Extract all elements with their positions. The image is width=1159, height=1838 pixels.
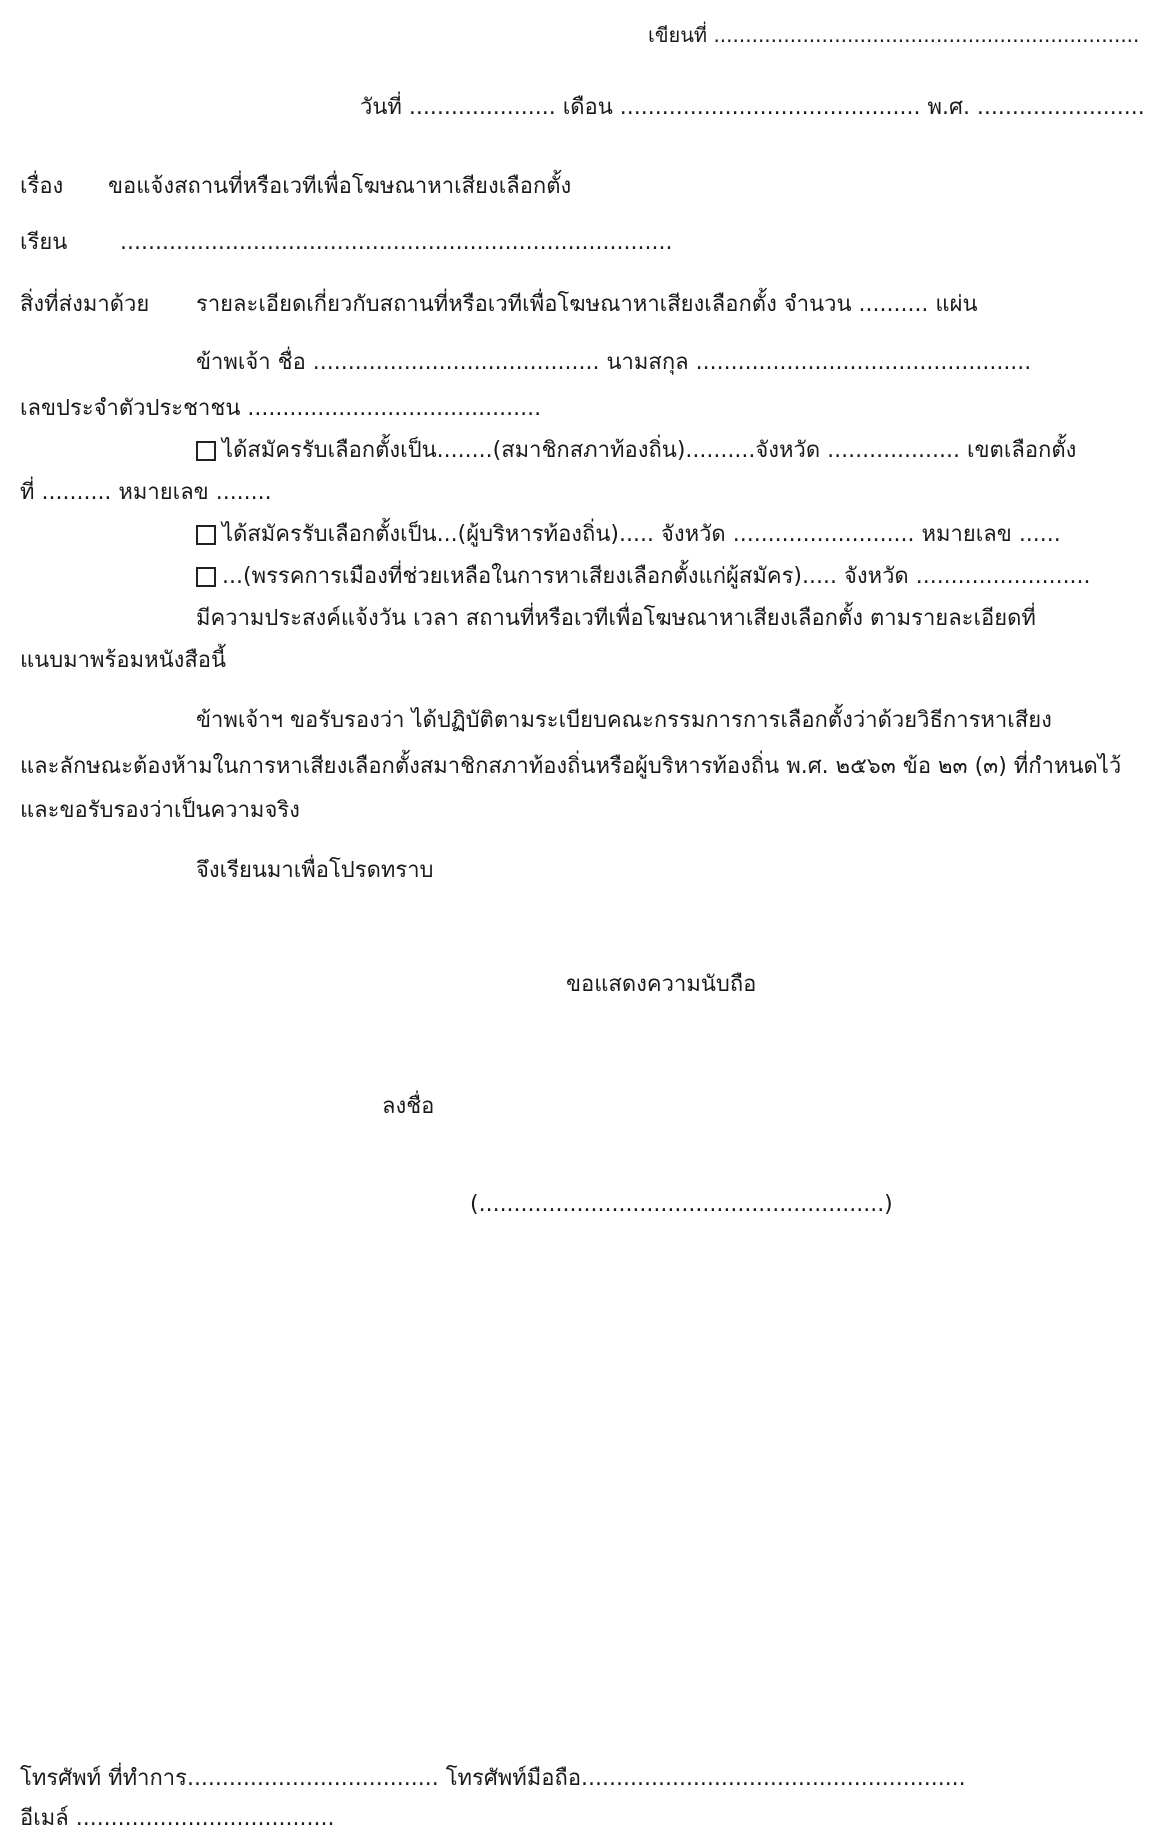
subject-label: เรื่อง <box>20 174 64 199</box>
regards-text: ขอแสดงความนับถือ <box>566 972 757 997</box>
attachment-label: สิ่งที่ส่งมาด้วย <box>20 292 150 317</box>
applicant-name-line: ข้าพเจ้า ชื่อ ......................................... นามสกุล ................................................ <box>196 350 1032 375</box>
certify-line-3: และขอรับรองว่าเป็นความจริง <box>20 798 300 823</box>
option-political-party-text: ...(พรรคการเมืองที่ช่วยเหลือในการหาเสียงเลือกตั้งแก่ผู้สมัคร)..... จังหวัด ......................... <box>222 564 1091 589</box>
closing-line: จึงเรียนมาเพื่อโปรดทราบ <box>196 858 434 883</box>
option-local-executive-text: ได้สมัครรับเลือกตั้งเป็น...(ผู้บริหารท้องถิ่น)..... จังหวัด .......................... หมายเลข ...... <box>222 522 1061 547</box>
written-at-line: เขียนที่ ................................................................... <box>648 23 1140 47</box>
date-line: วันที่ ..................... เดือน ........................................... พ.ศ. ........................ <box>360 95 1145 120</box>
email-line: อีเมล์ ..................................... <box>20 1806 335 1831</box>
sign-label: ลงชื่อ <box>382 1094 435 1119</box>
option-local-executive <box>196 520 1061 550</box>
local-executive-checkbox[interactable] <box>196 525 216 545</box>
subject-text: ขอแจ้งสถานที่หรือเวทีเพื่อโฆษณาหาเสียงเลือกตั้ง <box>108 174 572 199</box>
phone-line: โทรศัพท์ ที่ทำการ.................................... โทรศัพท์มือถือ....................................................... <box>20 1766 966 1791</box>
purpose-line-2: แนบมาพร้อมหนังสือนี้ <box>20 648 227 673</box>
signatory-name-parentheses: (..........................................................) <box>470 1192 893 1217</box>
to-dots: ............................................................................... <box>120 230 673 255</box>
option-local-council-continued: ที่ .......... หมายเลข ........ <box>20 480 272 505</box>
attachment-text: รายละเอียดเกี่ยวกับสถานที่หรือเวทีเพื่อโฆษณาหาเสียงเลือกตั้ง จำนวน .......... แผ่น <box>196 292 978 317</box>
citizen-id-line: เลขประจำตัวประชาชน .......................................... <box>20 396 542 421</box>
option-local-council <box>196 436 1076 466</box>
political-party-checkbox[interactable] <box>196 567 216 587</box>
option-political-party <box>196 562 1091 592</box>
to-label: เรียน <box>20 230 68 255</box>
certify-line-1: ข้าพเจ้าฯ ขอรับรองว่า ได้ปฏิบัติตามระเบียบคณะกรรมการการเลือกตั้งว่าด้วยวิธีการหาเสียง <box>196 708 1052 733</box>
local-council-checkbox[interactable] <box>196 441 216 461</box>
option-local-council-text: ได้สมัครรับเลือกตั้งเป็น........(สมาชิกสภาท้องถิ่น)..........จังหวัด ................... เขตเลือกตั้ง <box>222 438 1077 463</box>
purpose-line-1: มีความประสงค์แจ้งวัน เวลา สถานที่หรือเวทีเพื่อโฆษณาหาเสียงเลือกตั้ง ตามรายละเอียดที่ <box>196 606 1036 631</box>
certify-line-2: และลักษณะต้องห้ามในการหาเสียงเลือกตั้งสมาชิกสภาท้องถิ่นหรือผู้บริหารท้องถิ่น พ.ศ. ๒๕๖๓ ข้อ ๒๓ (๓) ที่กำหนดไว้ <box>20 754 1122 779</box>
